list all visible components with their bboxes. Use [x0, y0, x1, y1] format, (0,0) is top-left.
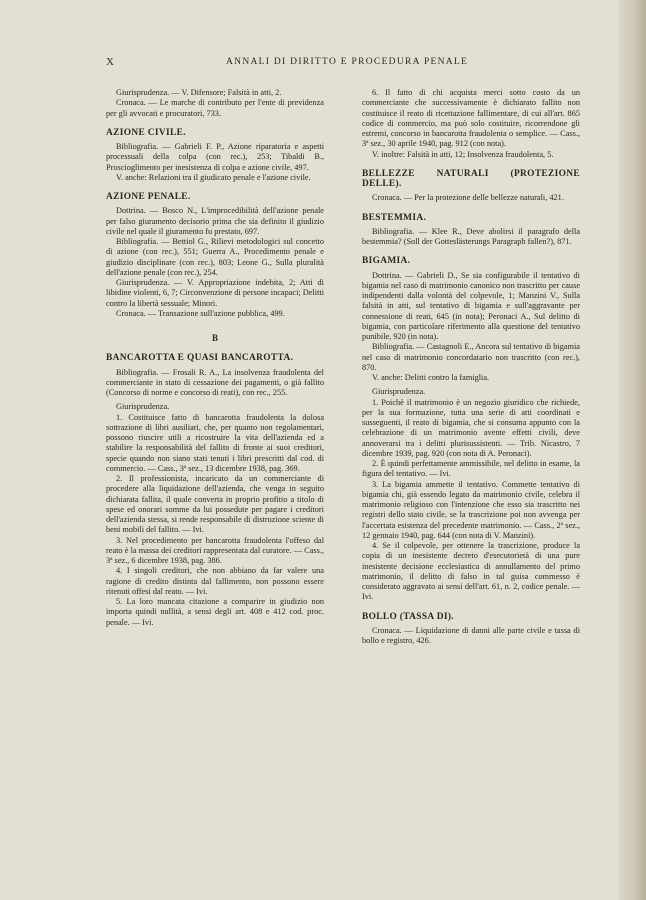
- index-entry: Giurisprudenza. — V. Appropriazione indebita, 2; Atti di libidine violenti, 6, 7; Circonvenzione di persone incapaci; Delitti contro la libertà sessuale; Minori.: [106, 278, 324, 308]
- index-heading: BIGAMIA.: [362, 256, 411, 267]
- journal-title: ANNALI DI DIRITTO E PROCEDURA PENALE: [226, 57, 469, 67]
- index-entry: Bibliografia. — Gabrieli F. P., Azione riparatoria e aspetti processuali della colpa (con rec.), 253; Tibaldi B., Proscioglimento per inesistenza di colpa e azione civile, 497.: [106, 142, 324, 172]
- section-letter: B: [211, 333, 218, 343]
- page-edge: [618, 0, 646, 900]
- index-heading: AZIONE PENALE.: [106, 192, 191, 202]
- index-heading: AZIONE CIVILE.: [106, 127, 186, 138]
- case-entry: 1. Poichè il matrimonio è un negozio giuridico che richiede, per la sua formazione, tutta una serie di atti coordinati e susseguenti, il reato di bigamia, che si consuma appunto con la celebrazione di un matrimonio avente effetti civili, deve annoverarsi tra i delitti plurisussistenti. — Trib. Nicastro, 7 dicembre 1939, pag. 920 (con nota di A. Peronaci).: [362, 397, 580, 458]
- index-heading: BANCAROTTA E QUASI BANCAROTTA.: [106, 353, 294, 364]
- index-entry: Bibliografia. — Bettiol G., Rilievi metodologici sul concetto di azione (con rec.), 551; Guerra A., Procedimento penale e giudizio disciplinare (con rec.), 803; Leone G., Sulla pluralità dell'azione penale (con rec.), 254.: [106, 237, 324, 277]
- index-entry: V. inoltre: Falsità in atti, 12; Insolvenza fraudolenta, 5.: [372, 149, 554, 159]
- index-heading: BOLLO (TASSA DI).: [362, 611, 454, 622]
- page-folio: X: [106, 56, 116, 68]
- case-entry: 1. Costituisce fatto di bancarotta fraudolenta la dolosa sottrazione di libri ausiliari, che, per quanto non regolamentari, possono riuscire utili a ricostruire la vita dell'azienda ed a stabilire la responsabilità del fallito di fronte ai suoi creditori, specie quando non siano stati tenuti i libri prescritti dal cod. di commercio. — Cass., 3ª sez., 13 dicembre 1938, pag. 369.: [106, 412, 324, 473]
- index-entry: Bibliografia. — Castagnoli E., Ancora sul tentativo di bigamia nel caso di matrimonio concordatario non trascritto (con rec.), 870.: [362, 342, 580, 372]
- case-entry: 2. È quindi perfettamente ammissibile, nel delitto in esame, la figura del tentativo. — Ivi.: [362, 459, 580, 479]
- case-entry: 2. Il professionista, incaricato da un commerciante di procedere alla liquidazione dell'azienda, che venga in seguito dichiarata fallita, il quale converta in proprio profitto a titolo di spese ed onorari somme da lui possedute per pagare i creditori dell'azienda stessa, si rende responsabile di distruzione sciente di beni mobili del fallito. — Ivi.: [106, 474, 324, 535]
- case-entry: 4. I singoli creditori, che non abbiano da far valere una ragione di credito distinta dal fallimento, non possono essere ritenuti offesi dal reato. — Ivi.: [106, 566, 324, 596]
- index-entry: V. anche: Delitti contro la famiglia.: [372, 373, 490, 382]
- index-heading: BELLEZZE NATURALI (PROTEZIONE DELLE).: [362, 168, 580, 189]
- index-entry: Giurisprudenza. — V. Difensore; Falsità in atti, 2.: [116, 88, 282, 97]
- running-header: [106, 56, 580, 76]
- left-column: [106, 88, 324, 646]
- index-entry: Cronaca. — Liquidazione di danni alle parte civile e tassa di bollo e registro, 426.: [362, 625, 580, 645]
- index-entry: Cronaca. — Le marche di contributo per l'ente di previdenza per gli avvocati e procuratori, 733.: [106, 98, 324, 118]
- case-entry: 6. Il fatto di chi acquista merci sotto costo da un commerciante che successivamente è dichiarato fallito non costituisce il reato di ricettazione fallimentare, di cui all'art. 865 codice di commercio, ma può solo costituire, ricorrendone gli estremi, concorso in bancarotta fraudolenta o semplice. — Cass., 3ª sez., 30 aprile 1940, pag. 912 (con nota).: [362, 88, 580, 149]
- subsection-label: Giurisprudenza.: [372, 387, 426, 397]
- case-entry: 4. Se il colpevole, per ottenere la trascrizione, produce la copia di un inesistente decreto d'esecutorietà di una pure inesistente decisione ecclesiastica di annullamento del primo matrimonio, il delitto di falso in tal guisa commesso è considerato aggravato ai sensi dell'art. 61, n. 2, codice penale. — Ivi.: [362, 541, 580, 602]
- case-entry: 5. La loro mancata citazione a comparire in giudizio non importa quindi nullità, a sensi degli art. 408 e 412 cod. proc. penale. — Ivi.: [106, 597, 324, 627]
- index-entry: Dottrina. — Bosco N., L'improcedibilità dell'azione penale per falso giuramento decisorio prima che sia definito il giudizio civile nel quale il giuramento fu prestato, 697.: [106, 206, 324, 236]
- index-heading: BESTEMMIA.: [362, 212, 427, 223]
- case-entry: 3. Nel procedimento per bancarotta fraudolenta l'offeso dal reato è la massa dei creditori rappresentata dal curatore. — Cass., 3ª sez., 6 dicembre 1938, pag. 386.: [106, 535, 324, 565]
- index-columns: [106, 88, 580, 646]
- index-entry: Bibliografia. — Klee R., Deve abolirsi il paragrafo della bestemmia? (Soll der Gotteslästerungs Paragraph fallen?), 871.: [362, 226, 580, 246]
- index-entry: Cronaca. — Transazione sull'azione pubblica, 499.: [116, 308, 285, 318]
- right-column: [362, 88, 580, 646]
- index-entry: Bibliografia. — Frosali R. A., La insolvenza fraudolenta del commerciante in stato di cessazione dei pagamenti, o già fallito (Concorso di norme e concorso di reati), con rec., 255.: [106, 367, 324, 397]
- index-entry: Dottrina. — Gabrieli D., Se sia configurabile il tentativo di bigamia nel caso di matrimonio canonico non trascritto per cause indipendenti dalla volontà del colpevole, 1; Manzini V., Sulla falsità in atti, sul tentativo di bigamia e sull'aggravante per connessione di reati, 645 (in nota); Peronaci A., Sul delitto di bigamia, con particolare riferimento alla questione del tentativo punibile, 920 (in nota).: [362, 270, 580, 341]
- index-entry: Cronaca. — Per la protezione delle bellezze naturali, 421.: [372, 193, 564, 203]
- index-entry: V. anche: Relazioni tra il giudicato penale e l'azione civile.: [116, 172, 311, 182]
- case-entry: 3. La bigamia ammette il tentativo. Commette tentativo di bigamia chi, già essendo legato da matrimonio civile, celebra il matrimonio religioso con l'intenzione che esso sia trascritto nei registri dello stato civile, se la trascrizione poi non avvenga per l'accertata esistenza del precedente matrimonio. — Cass., 2ª sez., 12 gennaio 1940, pag. 644 (con nota di V. Manzini).: [362, 479, 580, 540]
- subsection-label: Giurisprudenza.: [116, 402, 170, 412]
